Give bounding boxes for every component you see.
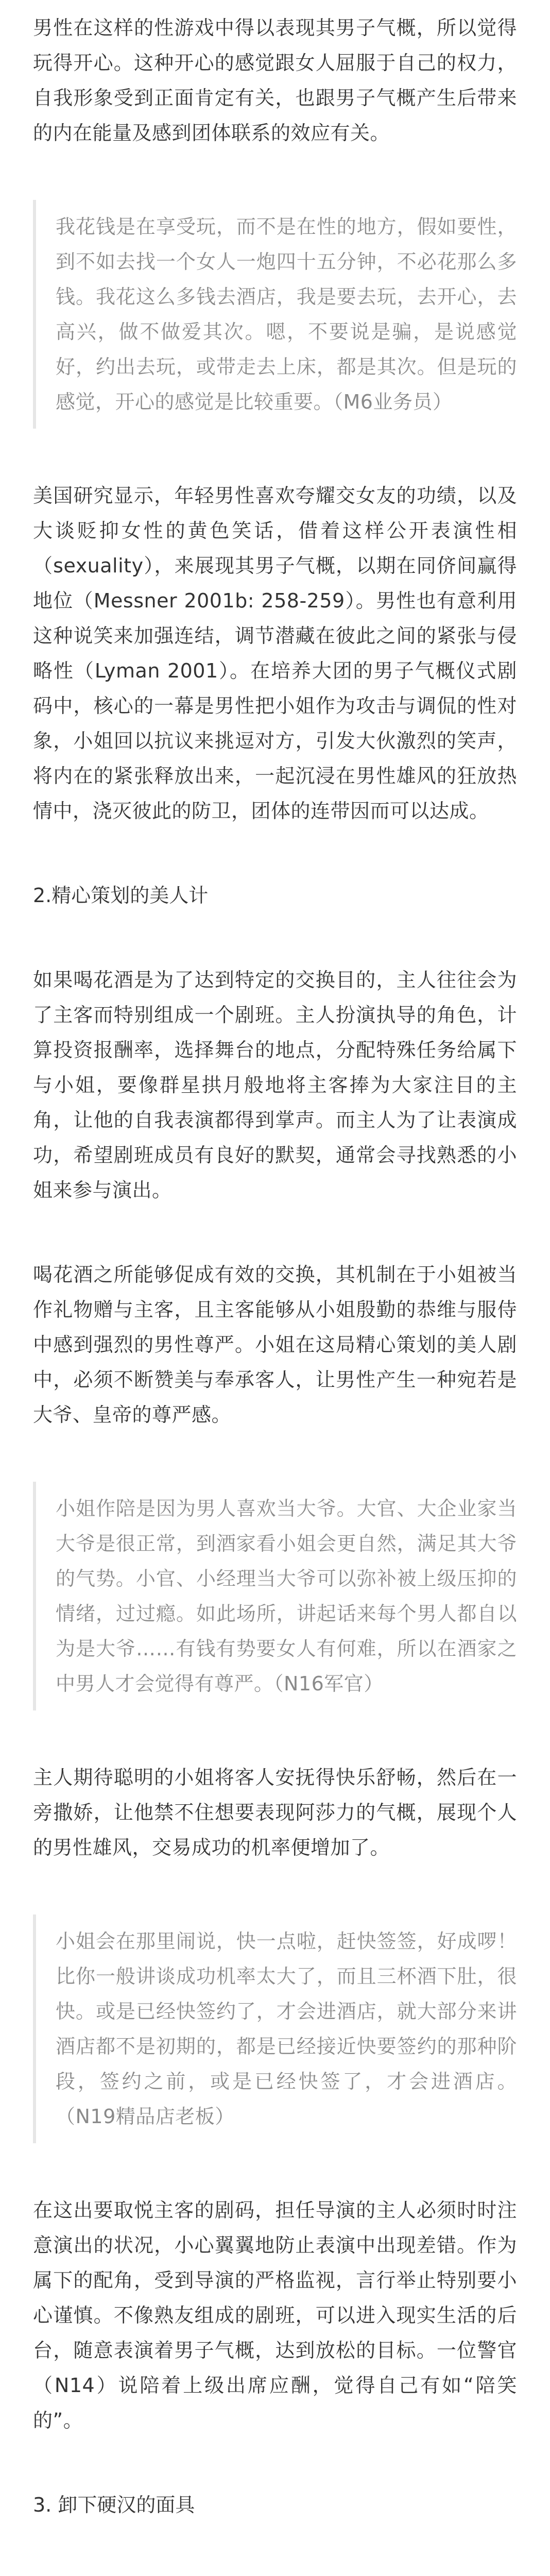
paragraph-2: 美国研究显示，年轻男性喜欢夸耀交女友的功绩，以及大谈贬抑女性的黄色笑话，借着这样公开表演性相（sexuality），来展现其男子气概，以期在同侪间赢得地位（Messner 2001b: 258-259）。男性也有意利用这种说笑来加强连结，调节潜藏在彼此之间的紧张与侵略性（Lyman 2001）。在培养大团的男子气概仪式剧码中，核心的一幕是男性把小姐作为攻击与调侃的性对象，小姐回以抗议来挑逗对方，引发大伙激烈的笑声，将内在的紧张释放出来，一起沉浸在男性雄风的狂放热情中，浇灭彼此的防卫，团体的连带因而可以达成。 <box>33 484 517 822</box>
blockquote-2 <box>33 1482 517 1710</box>
paragraph-4: 喝花酒之所能够促成有效的交换，其机制在于小姐被当作礼物赠与主客，且主客能够从小姐殷勤的恭维与服侍中感到强烈的男性尊严。小姐在这局精心策划的美人剧中，必须不断赞美与奉承客人，让男性产生一种宛若是大爷、皇帝的尊严感。 <box>33 1263 517 1426</box>
paragraph-6: 在这出要取悦主客的剧码，担任导演的主人必须时时注意演出的状况，小心翼翼地防止表演中出现差错。作为属下的配角，受到导演的严格监视，言行举止特别要小心谨慎。不像熟友组成的剧班，可以进入现实生活的后台，随意表演着男子气概，达到放松的目标。一位警官（N14）说陪着上级出席应酬，觉得自己有如“陪笑的”。 <box>33 2199 517 2432</box>
quote-text-2: 小姐作陪是因为男人喜欢当大爷。大官、大企业家当大爷是很正常，到酒家看小姐会更自然，满足其大爷的气势。小官、小经理当大爷可以弥补被上级压抑的情绪，过过瘾。如此场所，讲起话来每个男人都自以为是大爷……有钱有势要女人有何难，所以在酒家之中男人才会觉得有尊严。（N16军官） <box>56 1497 517 1695</box>
section-heading-3: 3. 卸下硬汉的面具 <box>33 2494 195 2516</box>
blockquote-3 <box>33 1914 517 2143</box>
quote-text-3: 小姐会在那里闹说，快一点啦，赶快签签，好成啰！比你一般讲谈成功机率太大了，而且三杯酒下肚，很快。或是已经快签约了，才会进酒店，就大部分来讲酒店都不是初期的，都是已经接近快要签约的那种阶段，签约之前，或是已经快签了，才会进酒店。（N19精品店老板） <box>56 1930 517 2128</box>
paragraph-3: 如果喝花酒是为了达到特定的交换目的，主人往往会为了主客而特别组成一个剧班。主人扮演执导的角色，计算投资报酬率，选择舞台的地点，分配特殊任务给属下与小姐，要像群星拱月般地将主客捧为大家注目的主角，让他的自我表演都得到掌声。而主人为了让表演成功，希望剧班成员有良好的默契，通常会寻找熟悉的小姐来参与演出。 <box>33 969 517 1201</box>
paragraph-5: 主人期待聪明的小姐将客人安抚得快乐舒畅，然后在一旁撒娇，让他禁不住想要表现阿莎力的气概，展现个人的男性雄风，交易成功的机率便增加了。 <box>33 1766 517 1859</box>
quote-text-1: 我花钱是在享受玩，而不是在性的地方，假如要性，到不如去找一个女人一炮四十五分钟，不必花那么多钱。我花这么多钱去酒店，我是要去玩，去开心，去高兴，做不做爱其次。嗯，不要说是骗，是说感觉好，约出去玩，或带走去上床，都是其次。但是玩的感觉，开心的感觉是比较重要。（M6业务员） <box>56 215 517 413</box>
paragraph-1: 男性在这样的性游戏中得以表现其男子气概，所以觉得玩得开心。这种开心的感觉跟女人屈服于自己的权力，自我形象受到正面肯定有关，也跟男子气概产生后带来的内在能量及感到团体联系的效应有关。 <box>33 16 517 144</box>
blockquote-1 <box>33 200 517 429</box>
section-heading-2: 2.精心策划的美人计 <box>33 884 209 907</box>
